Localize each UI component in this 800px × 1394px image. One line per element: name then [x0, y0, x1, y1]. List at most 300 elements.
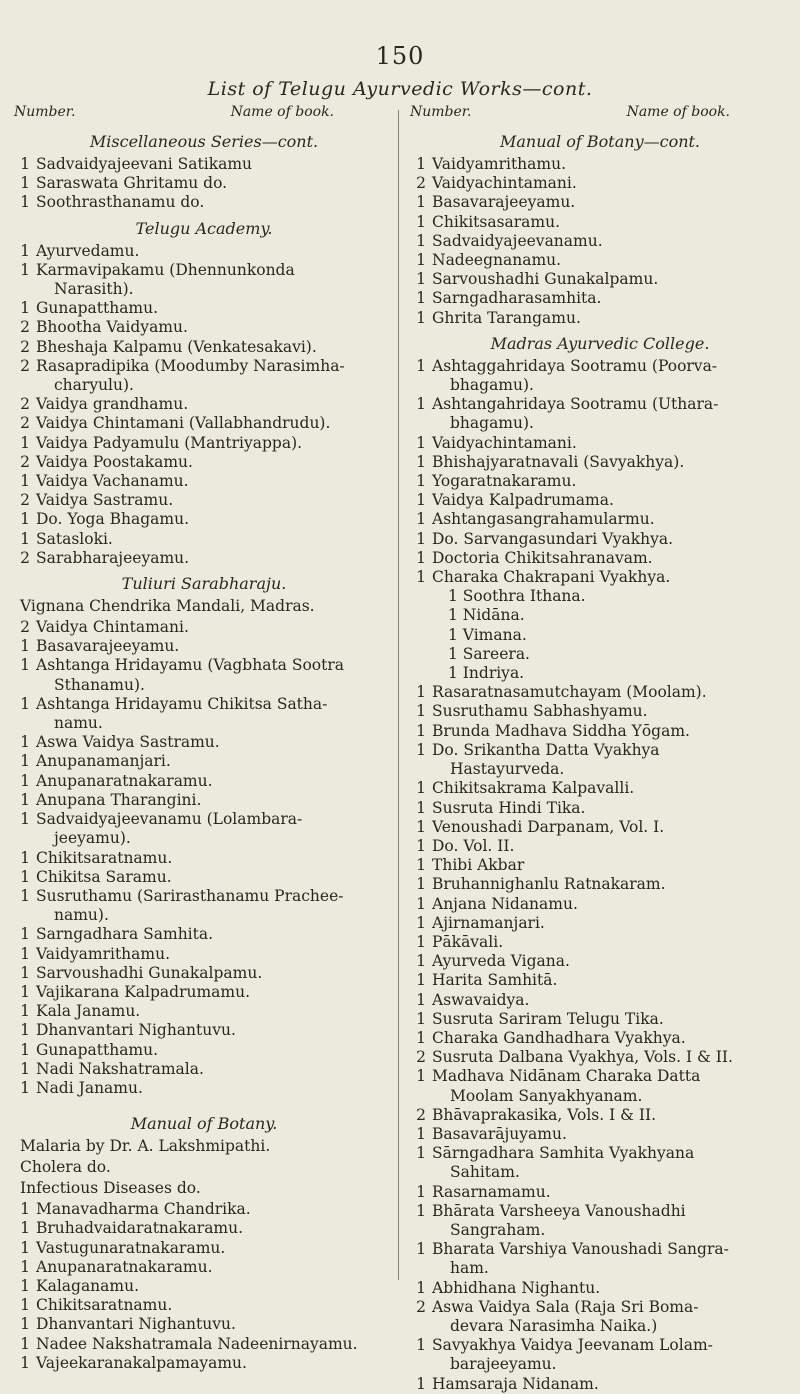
copies-count: 1	[20, 982, 30, 1001]
book-entry	[14, 1277, 394, 1296]
book-entry	[14, 414, 394, 433]
book-title: Bhootha Vaidyamu.	[36, 318, 188, 337]
book-title: Harita Samhitā.	[432, 971, 558, 990]
copies-count: 1	[416, 395, 426, 414]
copies-count: 2	[20, 618, 30, 637]
copies-count: 1	[416, 836, 426, 855]
book-entry	[410, 856, 790, 875]
book-title: Chikitsasaramu.	[432, 212, 561, 231]
copies-count: 1	[20, 1078, 30, 1097]
book-title: Vaidya Vachanamu.	[36, 472, 189, 491]
copies-count: 2	[20, 452, 30, 471]
book-title: Chikitsa Saramu.	[36, 867, 172, 886]
book-title: Hamsaraja Nidanam.	[432, 1374, 599, 1393]
book-title: Ayurveda Vigana.	[432, 952, 570, 971]
book-title: Nadee Nakshatramala Nadeenirnayamu.	[36, 1334, 358, 1353]
publisher-heading: Vignana Chendrika Mandali, Madras.	[20, 597, 315, 616]
copies-count: 1	[20, 1334, 30, 1353]
book-title: Doctoria Chikitsahranavam.	[432, 548, 653, 567]
book-entry	[410, 357, 790, 376]
book-entry	[410, 779, 790, 798]
publisher-heading: Malaria by Dr. A. Lakshmipathi.	[20, 1137, 271, 1156]
book-entry	[14, 261, 394, 280]
book-title: Brunda Madhava Siddha Yōgam.	[432, 721, 690, 740]
book-entry	[410, 1029, 790, 1048]
copies-count: 2	[20, 318, 30, 337]
book-entry-continuation	[14, 676, 394, 695]
book-title: Vajeekaranakalpamayamu.	[36, 1353, 247, 1372]
book-entry	[14, 849, 394, 868]
book-title: Vaidya Padyamulu (Mantriyappa).	[36, 433, 303, 452]
book-entry	[14, 1335, 394, 1354]
copies-count: 1	[416, 683, 426, 702]
book-entry	[410, 722, 790, 741]
copies-count: 1	[20, 790, 30, 809]
book-entry	[410, 453, 790, 472]
book-title: Basavarajeeyamu.	[432, 193, 576, 212]
copies-count: 1	[416, 1028, 426, 1047]
book-entry	[410, 952, 790, 971]
copies-count: 1	[20, 510, 30, 529]
book-entry	[14, 1258, 394, 1277]
book-title: Susruthamu (Sarirasthanamu Prachee-	[36, 886, 344, 905]
book-title: Aswa Vaidya Sastramu.	[36, 733, 220, 752]
book-title: Ghrita Tarangamu.	[432, 308, 581, 327]
book-title: Ashtangasangrahamularmu.	[432, 510, 655, 529]
book-entry	[14, 1200, 394, 1219]
book-entry	[14, 318, 394, 337]
book-title: Aswa Vaidya Sala (Raja Sri Boma-	[432, 1297, 699, 1316]
book-title: devara Narasimha Naika.)	[450, 1316, 658, 1335]
book-entry-continuation	[410, 1163, 790, 1182]
name-header: Name of book.	[230, 104, 334, 120]
book-title: Abhidhana Nighantu.	[432, 1278, 601, 1297]
copies-count: 1	[416, 1009, 426, 1028]
book-title: Sadvaidyajeevani Satikamu	[36, 155, 253, 173]
book-entry	[410, 232, 790, 251]
copies-count: 1	[416, 491, 426, 510]
book-entry-continuation	[410, 414, 790, 433]
book-entry	[410, 971, 790, 990]
book-entry	[410, 895, 790, 914]
book-title: Anupanaratnakaramu.	[36, 771, 213, 790]
book-entry	[14, 453, 394, 472]
book-title: 1 Indriya.	[448, 664, 525, 683]
book-entry	[14, 174, 394, 193]
copies-count: 2	[20, 414, 30, 433]
book-entry	[410, 1202, 790, 1221]
copies-count: 2	[20, 395, 30, 414]
book-entry	[14, 887, 394, 906]
book-title: Dhanvantari Nighantuvu.	[36, 1021, 236, 1040]
book-title: Sarngadhara Samhita.	[36, 925, 214, 944]
book-title: Sadvaidyajeevanamu (Lolambara-	[36, 810, 303, 829]
book-title: Vaidyamrithamu.	[36, 944, 171, 963]
book-title: Vaidya Kalpadrumama.	[432, 491, 614, 510]
book-title: Charaka Gandhadhara Vyakhya.	[432, 1028, 686, 1047]
book-title: Do. Vol. II.	[432, 836, 515, 855]
book-title: 1 Soothra Ithana.	[448, 587, 586, 606]
copies-count: 1	[416, 251, 426, 270]
copies-count: 1	[416, 913, 426, 932]
book-title: Nadi Janamu.	[36, 1078, 143, 1097]
book-entry-continuation	[14, 714, 394, 733]
copies-count: 1	[20, 963, 30, 982]
copies-count: 1	[416, 817, 426, 836]
book-entry	[410, 510, 790, 529]
book-entry	[14, 357, 394, 376]
copies-count: 1	[20, 944, 30, 963]
copies-count: 1	[416, 798, 426, 817]
copies-count: 2	[416, 1105, 426, 1124]
book-title: Rasapradipika (Moodumby Narasimha-	[36, 356, 345, 375]
copies-count: 1	[20, 1219, 30, 1238]
copies-count: 1	[20, 1353, 30, 1372]
book-entry	[14, 299, 394, 318]
book-title: Sārngadhara Samhita Vyakhyana	[432, 1144, 695, 1163]
book-entry	[410, 914, 790, 933]
copies-count: 1	[20, 752, 30, 771]
book-entry	[14, 983, 394, 1002]
book-title: Manavadharma Chandrika.	[36, 1200, 251, 1219]
book-title: Sarngadharasamhita.	[432, 289, 602, 308]
book-title: Vaidya Chintamani.	[36, 618, 189, 637]
book-entry-continuation	[410, 1259, 790, 1278]
book-sub-entry	[410, 606, 790, 625]
copies-count: 1	[20, 810, 30, 829]
left-book-list	[14, 132, 394, 1373]
book-title: Vastugunaratnakaramu.	[36, 1238, 226, 1257]
copies-count: 1	[20, 867, 30, 886]
book-title: Gunapatthamu.	[36, 1040, 159, 1059]
copies-count: 1	[416, 1374, 426, 1393]
book-title: Gunapatthamu.	[36, 299, 159, 318]
section-heading: Tuliuri Sarabharaju.	[121, 574, 287, 594]
copies-count: 1	[416, 1067, 426, 1086]
book-title: Basavarajeeyamu.	[36, 637, 180, 656]
book-entry	[410, 434, 790, 453]
book-sub-entry	[410, 645, 790, 664]
copies-count	[410, 664, 432, 683]
copies-count: 1	[20, 299, 30, 318]
copies-count: 2	[416, 174, 426, 193]
section-heading: Telugu Academy.	[135, 218, 273, 238]
book-entry-continuation	[410, 376, 790, 395]
book-entry	[14, 395, 394, 414]
book-title: Sahitam.	[450, 1163, 520, 1182]
book-title: Rasaratnasamutchayam (Moolam).	[432, 683, 707, 702]
copies-count: 1	[20, 637, 30, 656]
book-title: Aswavaidya.	[432, 990, 530, 1009]
copies-count: 1	[416, 856, 426, 875]
book-entry	[410, 549, 790, 568]
book-entry	[14, 1060, 394, 1079]
book-entry	[410, 174, 790, 193]
copies-count: 2	[416, 1048, 426, 1067]
book-title: Bheshaja Kalpamu (Venkatesakavi).	[36, 337, 317, 356]
copies-count: 1	[416, 875, 426, 894]
book-title: bhagamu).	[450, 414, 534, 433]
book-title: Bhārata Varsheeya Vanoushadhi	[432, 1201, 686, 1220]
copies-count: 1	[416, 1182, 426, 1201]
book-entry	[410, 1375, 790, 1394]
book-title: Vaidyachintamani.	[432, 433, 577, 452]
copies-count: 1	[20, 529, 30, 548]
book-entry	[410, 193, 790, 212]
book-entry	[14, 1296, 394, 1315]
copies-count: 1	[416, 990, 426, 1009]
book-entry	[14, 472, 394, 491]
book-entry	[410, 568, 790, 587]
book-entry	[14, 695, 394, 714]
book-title: Do. Sarvangasundari Vyakhya.	[432, 529, 673, 548]
book-entry	[410, 270, 790, 289]
book-entry	[14, 193, 394, 212]
copies-count: 1	[20, 1276, 30, 1295]
book-entry	[410, 1106, 790, 1125]
book-title: Sarvoushadhi Gunakalpamu.	[36, 963, 263, 982]
copies-count: 1	[416, 740, 426, 759]
book-title: Susruta Sariram Telugu Tika.	[432, 1009, 664, 1028]
copies-count: 1	[416, 452, 426, 471]
book-entry	[14, 733, 394, 752]
section-heading: Miscellaneous Series—cont.	[89, 132, 319, 151]
copies-count: 1	[416, 548, 426, 567]
book-title: Vaidya Poostakamu.	[36, 452, 193, 471]
copies-count: 1	[416, 155, 426, 173]
book-entry	[410, 875, 790, 894]
book-title: Bhāvaprakasika, Vols. I & II.	[432, 1105, 657, 1124]
book-entry	[14, 530, 394, 549]
book-title: Karmavipakamu (Dhennunkonda	[36, 260, 295, 279]
copies-count: 1	[20, 1002, 30, 1021]
book-title: Do. Srikantha Datta Vyakhya	[432, 740, 660, 759]
copies-count: 1	[20, 1021, 30, 1040]
book-entry	[410, 1298, 790, 1317]
book-entry-continuation	[14, 829, 394, 848]
book-title: Ayurvedamu.	[36, 241, 140, 260]
book-entry	[14, 1219, 394, 1238]
book-title: Ashtanga Hridayamu Chikitsa Satha-	[36, 694, 328, 713]
book-title: Bhishajyaratnavali (Savyakhya).	[432, 452, 685, 471]
book-title: Basavarājuyamu.	[432, 1124, 567, 1143]
copies-count: 1	[416, 356, 426, 375]
copies-count: 1	[416, 1201, 426, 1220]
copies-count: 1	[416, 952, 426, 971]
book-title: Sarvoushadhi Gunakalpamu.	[432, 270, 659, 289]
book-title: 1 Sareera.	[448, 644, 530, 663]
book-entry-continuation	[410, 1087, 790, 1106]
book-entry	[14, 1315, 394, 1334]
book-title: barajeeyamu.	[450, 1355, 557, 1374]
book-title: Nadeegnanamu.	[432, 251, 562, 270]
left-column-header	[14, 104, 394, 126]
spacer	[14, 1098, 394, 1108]
copies-count: 2	[20, 491, 30, 510]
copies-count: 1	[20, 174, 30, 193]
copies-count	[410, 626, 432, 645]
book-title: Bruhadvaidaratnakaramu.	[36, 1219, 244, 1238]
book-entry	[14, 242, 394, 261]
book-title: Ashtaggahridaya Sootramu (Poorva-	[432, 356, 718, 375]
book-entry	[410, 1067, 790, 1086]
copies-count: 1	[416, 568, 426, 587]
book-entry	[410, 1240, 790, 1259]
copies-count: 1	[416, 270, 426, 289]
copies-count: 2	[20, 548, 30, 567]
book-entry	[14, 656, 394, 675]
book-entry	[14, 338, 394, 357]
book-title: Chikitsaratnamu.	[36, 848, 173, 867]
copies-count: 1	[416, 1144, 426, 1163]
copies-count: 1	[20, 1059, 30, 1078]
copies-count: 1	[416, 231, 426, 250]
book-entry	[410, 491, 790, 510]
copies-count: 1	[20, 1040, 30, 1059]
copies-count: 1	[416, 721, 426, 740]
book-entry	[410, 702, 790, 721]
book-title: Anjana Nidanamu.	[432, 894, 578, 913]
copies-count: 1	[20, 433, 30, 452]
book-entry	[14, 549, 394, 568]
book-title: Hastayurveda.	[450, 760, 565, 779]
copies-count: 1	[20, 155, 30, 173]
book-title: Chikitsakrama Kalpavalli.	[432, 779, 635, 798]
book-title: Sthanamu).	[54, 675, 145, 694]
book-entry	[14, 964, 394, 983]
copies-count: 1	[20, 241, 30, 260]
book-entry	[14, 1021, 394, 1040]
book-entry	[410, 309, 790, 328]
copies-count: 1	[20, 1315, 30, 1334]
copies-count: 1	[416, 1336, 426, 1355]
book-title: Anupanaratnakaramu.	[36, 1257, 213, 1276]
book-title: 1 Nidāna.	[448, 606, 525, 625]
copies-count: 1	[416, 971, 426, 990]
book-entry	[410, 1183, 790, 1202]
left-column	[14, 104, 394, 1373]
copies-count: 1	[416, 193, 426, 212]
book-title: Vaidyachintamani.	[432, 174, 577, 193]
book-entry	[14, 1239, 394, 1258]
copies-count: 2	[20, 356, 30, 375]
book-entry	[14, 618, 394, 637]
number-header: Number.	[14, 104, 76, 120]
book-entry	[410, 289, 790, 308]
book-entry	[410, 1336, 790, 1355]
book-entry	[14, 772, 394, 791]
copies-count: 2	[416, 1297, 426, 1316]
book-title: namu).	[54, 906, 109, 925]
book-entry	[410, 395, 790, 414]
book-title: Rasarnamamu.	[432, 1182, 551, 1201]
book-entry	[14, 925, 394, 944]
book-title: Kalaganamu.	[36, 1276, 140, 1295]
book-title: Charaka Chakrapani Vyakhya.	[432, 568, 671, 587]
book-entry	[14, 491, 394, 510]
book-title: 1 Vimana.	[448, 625, 527, 644]
book-sub-entry	[410, 664, 790, 683]
copies-count: 1	[20, 848, 30, 867]
book-entry	[14, 434, 394, 453]
book-title: Sadvaidyajeevanamu.	[432, 231, 603, 250]
book-entry	[410, 837, 790, 856]
book-title: Vaidya Chintamani (Vallabhandrudu).	[36, 414, 331, 433]
copies-count: 1	[416, 932, 426, 951]
book-title: Vaidya grandhamu.	[36, 395, 189, 414]
book-title: Bruhannighanlu Ratnakaram.	[432, 875, 666, 894]
book-title: Bharata Varshiya Vanoushadi Sangra-	[432, 1240, 729, 1259]
copies-count: 1	[416, 308, 426, 327]
book-entry-continuation	[410, 1355, 790, 1374]
book-entry	[410, 155, 790, 174]
right-column-header	[410, 104, 790, 126]
book-entry-continuation	[410, 1317, 790, 1336]
book-title: Satasloki.	[36, 529, 113, 548]
book-entry-continuation	[14, 906, 394, 925]
copies-count: 1	[416, 1124, 426, 1143]
book-title: Savyakhya Vaidya Jeevanam Lolam-	[432, 1336, 713, 1355]
book-sub-entry	[410, 587, 790, 606]
book-entry-continuation	[14, 376, 394, 395]
book-entry	[410, 741, 790, 760]
book-entry	[410, 799, 790, 818]
right-column	[410, 104, 790, 1394]
copies-count: 1	[20, 1257, 30, 1276]
book-title: Soothrasthanamu do.	[36, 193, 205, 212]
book-title: Vaidyamrithamu.	[432, 155, 567, 173]
book-title: Vaidya Sastramu.	[36, 491, 174, 510]
copies-count	[410, 606, 432, 625]
copies-count: 1	[20, 925, 30, 944]
book-title: Susruta Hindi Tika.	[432, 798, 586, 817]
book-title: Susruta Dalbana Vyakhya, Vols. I & II.	[432, 1048, 733, 1067]
book-entry	[410, 213, 790, 232]
page-title: List of Telugu Ayurvedic Works—cont.	[207, 78, 593, 100]
book-entry	[14, 791, 394, 810]
book-entry	[410, 683, 790, 702]
copies-count: 1	[416, 472, 426, 491]
copies-count: 1	[20, 886, 30, 905]
publisher-heading: Cholera do.	[20, 1158, 111, 1177]
page-number: 150	[375, 42, 425, 70]
book-entry	[410, 933, 790, 952]
section-heading: Manual of Botany—cont.	[499, 132, 701, 151]
book-entry	[14, 810, 394, 829]
section-heading: Madras Ayurvedic College.	[490, 333, 710, 353]
book-title: Anupana Tharangini.	[36, 790, 202, 809]
book-entry-continuation	[14, 280, 394, 299]
book-title: Ashtanga Hridayamu (Vagbhata Sootra	[36, 656, 345, 675]
book-entry	[410, 818, 790, 837]
book-title: Sarabharajeeyamu.	[36, 548, 190, 567]
book-entry	[410, 472, 790, 491]
copies-count: 1	[20, 472, 30, 491]
book-title: bhagamu).	[450, 376, 534, 395]
book-title: Dhanvantari Nighantuvu.	[36, 1315, 236, 1334]
copies-count: 1	[20, 733, 30, 752]
copies-count: 1	[20, 260, 30, 279]
book-title: charyulu).	[54, 376, 134, 395]
book-entry	[410, 1125, 790, 1144]
book-entry-continuation	[410, 1221, 790, 1240]
book-entry	[14, 752, 394, 771]
book-entry	[14, 637, 394, 656]
book-title: Susruthamu Sabhashyamu.	[432, 702, 648, 721]
copies-count: 1	[416, 510, 426, 529]
book-title: Vajikarana Kalpadrumamu.	[36, 982, 251, 1001]
book-title: ham.	[450, 1259, 489, 1278]
